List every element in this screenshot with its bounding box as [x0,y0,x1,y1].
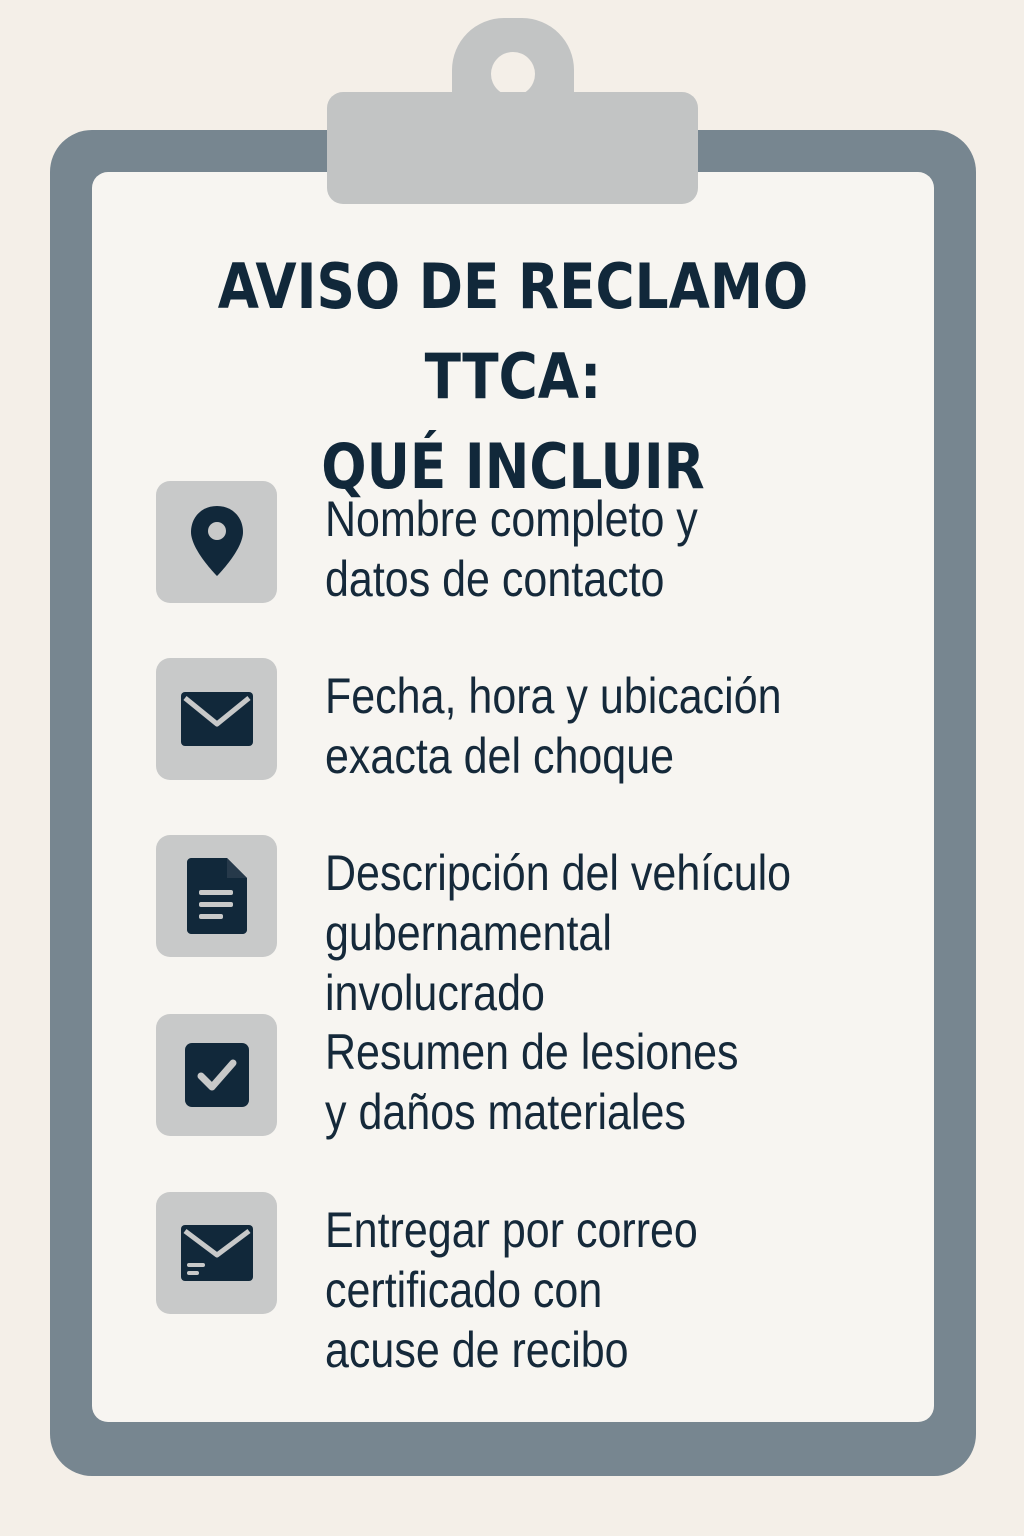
envelope-icon [179,690,255,748]
map-pin-icon [187,504,247,580]
checklist-item-text: Entregar por correo certificado con acuse de recibo [325,1202,698,1378]
checkbox-icon-box [156,1014,277,1136]
checklist-item-text: Fecha, hora y ubicación exacta del choque [325,668,782,784]
checklist-item-text: Nombre completo y datos de contacto [325,491,698,607]
clipboard-clip [327,92,698,204]
envelope-icon-box [156,658,277,780]
checkbox-icon [183,1041,251,1109]
checklist-item-text: Descripción del vehículo gubernamental involucrado [325,845,792,1021]
mail-certified-icon [179,1223,255,1283]
checklist-item-text: Resumen de lesiones y daños materiales [325,1024,739,1140]
document-icon [185,856,249,936]
document-icon-box [156,835,277,957]
map-pin-icon-box [156,481,277,603]
page-title: AVISO DE RECLAMO TTCA: QUÉ INCLUIR [217,250,809,503]
clipboard-clip-hole [491,52,535,96]
mail-certified-icon-box [156,1192,277,1314]
